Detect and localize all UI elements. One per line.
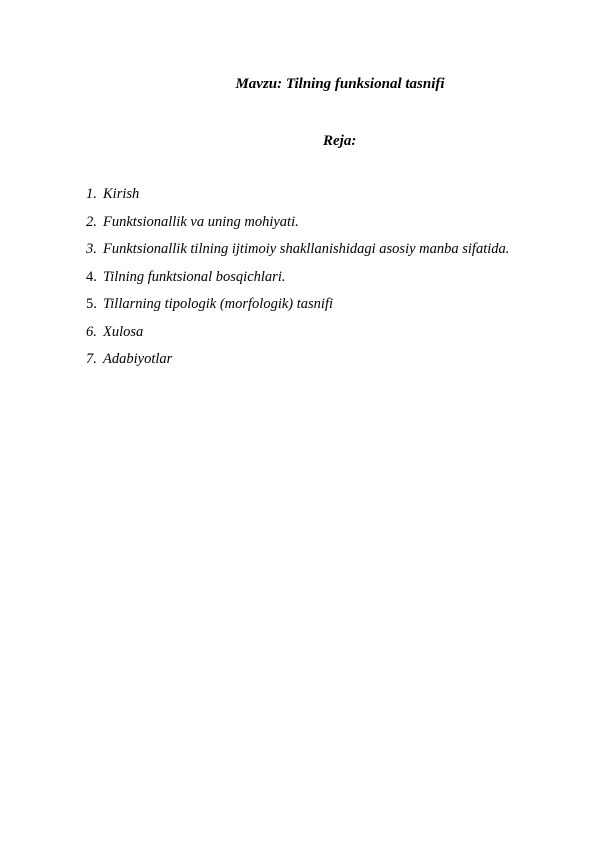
list-item-text: Funktsionallik va uning mohiyati. — [103, 213, 299, 230]
list-item-text: Funktsionallik tilning ijtimoiy shakllanishidagi asosiy manba sifatida. — [103, 241, 510, 257]
list-item-text: Kirish — [103, 186, 140, 202]
plan-list — [86, 186, 509, 379]
list-item — [86, 214, 509, 242]
list-item-number: 3. — [86, 241, 97, 257]
list-item-number: 5. — [86, 296, 97, 312]
list-item-text: Tilning funktsional bosqichlari. — [103, 268, 286, 285]
plan-heading: Reja: — [323, 133, 357, 149]
list-item-number: 1. — [86, 186, 97, 202]
list-item — [86, 186, 509, 214]
list-item — [86, 296, 509, 324]
document-title: Mavzu: Tilning funksional tasnifi — [235, 76, 445, 92]
list-item — [86, 324, 509, 352]
title-area — [0, 0, 596, 100]
list-item — [86, 241, 509, 269]
list-item-number: 7. — [86, 351, 97, 367]
list-item — [86, 269, 509, 297]
list-item-text: Xulosa — [103, 323, 144, 340]
list-item-number: 6. — [86, 323, 97, 340]
list-item-number: 4. — [86, 268, 97, 285]
list-item — [86, 351, 509, 379]
list-item-number: 2. — [86, 213, 97, 230]
list-item-text: Adabiyotlar — [103, 351, 173, 367]
list-item-text: Tillarning tipologik (morfologik) tasnifi — [103, 296, 333, 312]
